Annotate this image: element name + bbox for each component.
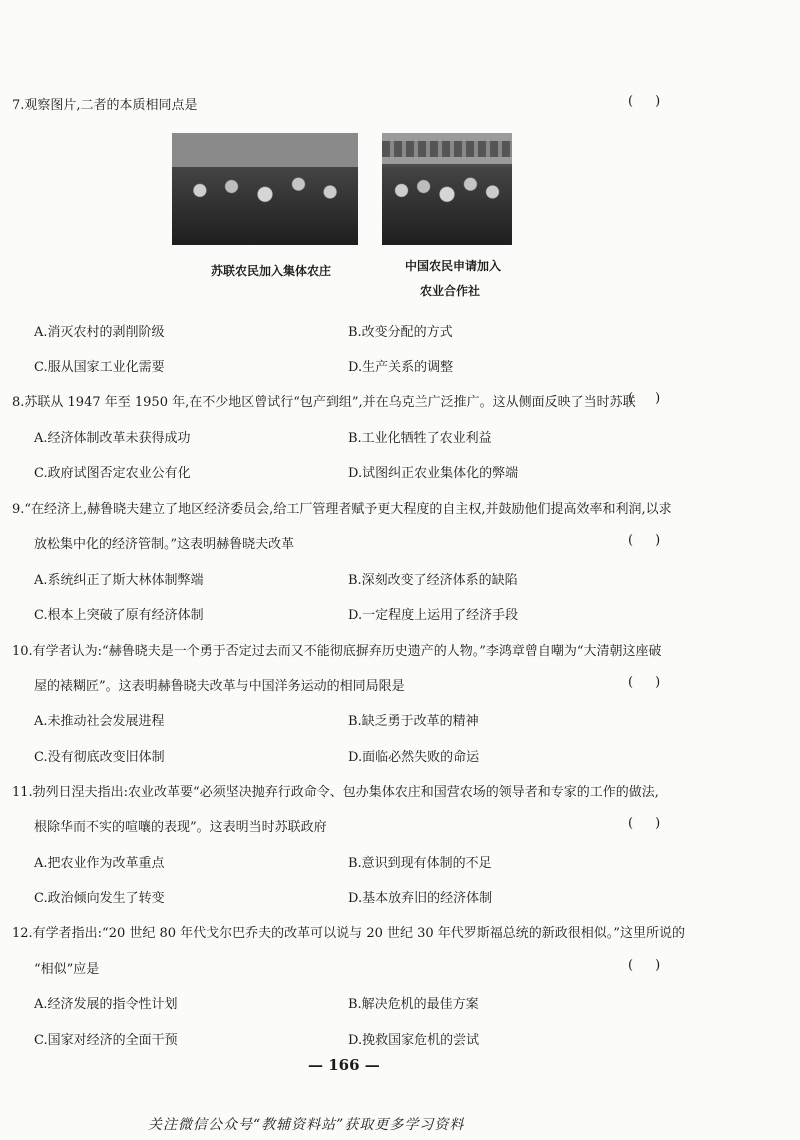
q10-option-a: A.未推动社会发展进程 (34, 714, 165, 729)
q10-stem-line2: 屋的裱糊匠”。这表明赫鲁晓夫改革与中国洋务运动的相同局限是 (34, 679, 405, 694)
footer-note: 关注微信公众号“教辅资料站”获取更多学习资料 (148, 1117, 465, 1133)
q10-option-c: C.没有彻底改变旧体制 (34, 750, 165, 765)
q7-option-c: C.服从国家工业化需要 (34, 360, 165, 375)
q7-answer-blank: () (628, 94, 683, 109)
photo2-caption-line1: 中国农民申请加入 (405, 259, 502, 273)
q7-option-b: B.改变分配的方式 (348, 325, 453, 340)
chinese-farmers-photo (382, 133, 512, 245)
page-number: — 166 — (308, 1056, 380, 1074)
q11-option-b: B.意识到现有体制的不足 (348, 856, 492, 871)
q7-option-d: D.生产关系的调整 (348, 360, 454, 375)
soviet-farmers-photo (172, 133, 358, 245)
q8-option-d: D.试图纠正农业集体化的弊端 (348, 466, 519, 481)
q9-answer-blank: () (628, 533, 683, 548)
q12-stem-line2: “相似”应是 (34, 962, 100, 977)
q10-option-b: B.缺乏勇于改革的精神 (348, 714, 479, 729)
q12-option-b: B.解决危机的最佳方案 (348, 997, 479, 1012)
q12-answer-blank: () (628, 958, 683, 973)
q9-option-a: A.系统纠正了斯大林体制弊端 (34, 573, 204, 588)
q10-option-d: D.面临必然失败的命运 (348, 750, 480, 765)
q10-answer-blank: () (628, 675, 683, 690)
q7-stem: 7.观察图片,二者的本质相同点是 (12, 98, 198, 113)
q8-answer-blank: () (628, 391, 683, 406)
q9-stem-line1: 9.“在经济上,赫鲁晓夫建立了地区经济委员会,给工厂管理者赋予更大程度的自主权,并鼓励他们提高效率和利润,以求 (12, 502, 672, 517)
q12-stem-line1: 12.有学者指出:“20 世纪 80 年代戈尔巴乔夫的改革可以说与 20 世纪 30 年代罗斯福总统的新政很相似。”这里所说的 (12, 926, 685, 941)
q11-option-c: C.政治倾向发生了转变 (34, 891, 165, 906)
q11-option-a: A.把农业作为改革重点 (34, 856, 165, 871)
q7-option-a: A.消灭农村的剥削阶级 (34, 325, 165, 340)
q8-option-c: C.政府试图否定农业公有化 (34, 466, 191, 481)
q8-stem: 8.苏联从 1947 年至 1950 年,在不少地区曾试行“包产到组”,并在乌克兰广泛推广。这从侧面反映了当时苏联 (12, 395, 636, 410)
q9-option-d: D.一定程度上运用了经济手段 (348, 608, 519, 623)
photo2-caption-line2: 农业合作社 (420, 284, 481, 298)
q11-stem-line2: 根除华而不实的喧嚷的表现”。这表明当时苏联政府 (34, 820, 327, 835)
q8-option-a: A.经济体制改革未获得成功 (34, 431, 191, 446)
q11-option-d: D.基本放弃旧的经济体制 (348, 891, 493, 906)
q11-answer-blank: () (628, 816, 683, 831)
q12-option-c: C.国家对经济的全面干预 (34, 1033, 178, 1048)
q12-option-d: D.挽救国家危机的尝试 (348, 1033, 480, 1048)
photo1-caption: 苏联农民加入集体农庄 (211, 264, 332, 278)
q12-option-a: A.经济发展的指令性计划 (34, 997, 178, 1012)
q10-stem-line1: 10.有学者认为:“赫鲁晓夫是一个勇于否定过去而又不能彻底摒弃历史遗产的人物。”李鸿章曾自嘲为“大清朝这座破 (12, 644, 662, 659)
q8-option-b: B.工业化牺牲了农业利益 (348, 431, 492, 446)
q9-option-b: B.深刻改变了经济体系的缺陷 (348, 573, 518, 588)
q9-option-c: C.根本上突破了原有经济体制 (34, 608, 204, 623)
q11-stem-line1: 11.勃列日涅夫指出:农业改革要“必须坚决抛弃行政命令、包办集体农庄和国营农场的领导者和专家的工作的做法, (12, 785, 659, 800)
q9-stem-line2: 放松集中化的经济管制。”这表明赫鲁晓夫改革 (34, 537, 295, 552)
